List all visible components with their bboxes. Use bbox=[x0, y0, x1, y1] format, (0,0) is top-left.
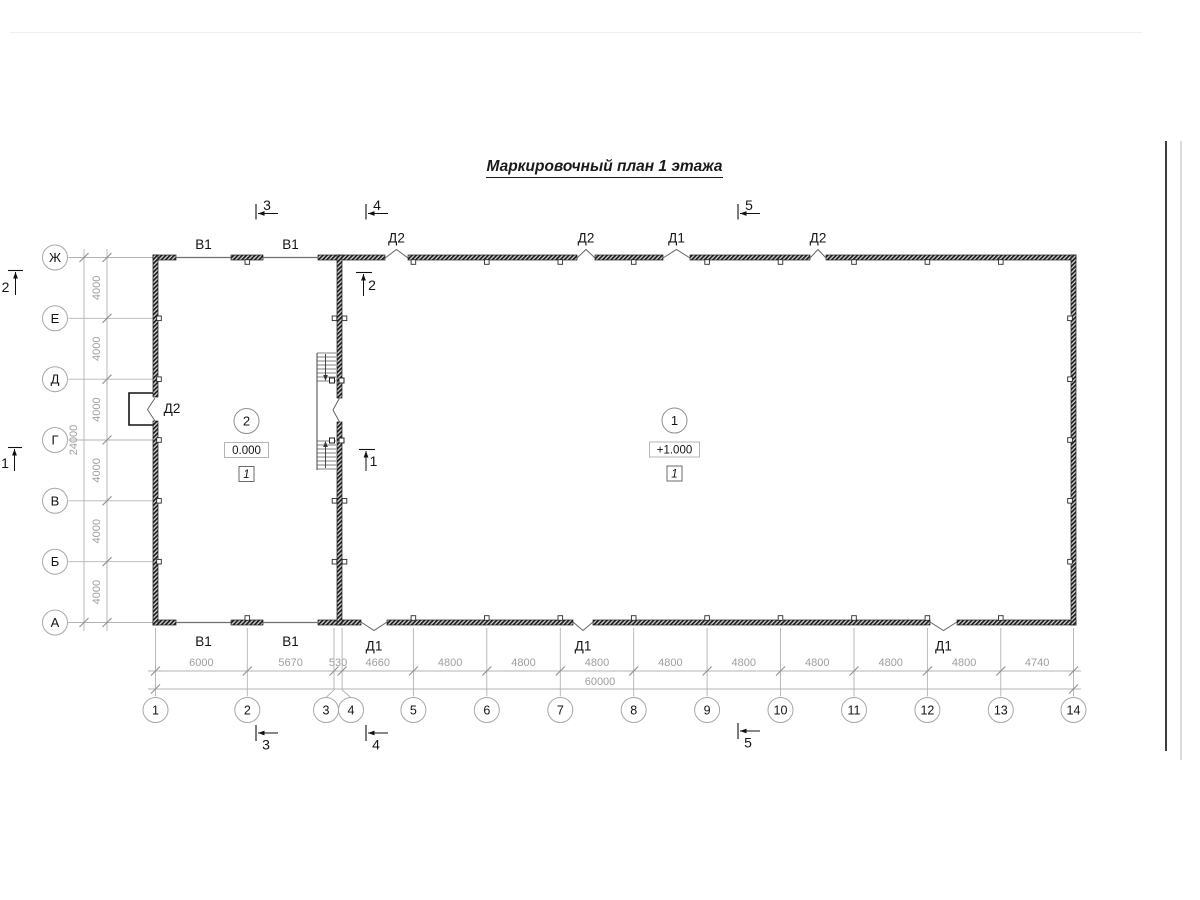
dim-label-bottom: 5670 bbox=[278, 657, 303, 669]
elevation-value: +1.000 bbox=[656, 444, 693, 457]
door-break bbox=[333, 398, 340, 422]
dim-label-bottom: 4800 bbox=[878, 657, 903, 669]
axis-bubble-number-label: 2 bbox=[243, 703, 251, 718]
section-mark-label: 3 bbox=[263, 197, 271, 213]
axis-bubble-number-label: 9 bbox=[703, 703, 711, 718]
column-tick bbox=[705, 260, 710, 265]
column-tick bbox=[999, 260, 1004, 265]
type-mark-value: 1 bbox=[671, 468, 678, 481]
opening-label-bottom: Д1 bbox=[574, 638, 592, 654]
stair-column-tick bbox=[339, 438, 344, 443]
door-break bbox=[361, 622, 387, 631]
dim-label-bottom: 6000 bbox=[189, 657, 214, 669]
section-mark-label: 1 bbox=[369, 453, 378, 469]
sheet-frame-line-outer bbox=[1180, 141, 1182, 760]
column-tick bbox=[778, 616, 783, 621]
dim-label-bottom: 530 bbox=[328, 657, 348, 669]
wall-segment bbox=[153, 421, 158, 625]
section-mark-label: 5 bbox=[744, 734, 752, 751]
opening-label-top: Д2 bbox=[577, 230, 595, 246]
dim-label-left: 4000 bbox=[91, 397, 103, 422]
column-tick bbox=[411, 616, 416, 621]
section-mark-label: 4 bbox=[372, 736, 380, 753]
dim-label-left: 4000 bbox=[91, 336, 103, 361]
column-tick bbox=[245, 260, 250, 265]
opening-label-bottom: В1 bbox=[195, 634, 212, 649]
axis-bubble-number-label: 5 bbox=[409, 703, 417, 718]
column-tick bbox=[332, 559, 337, 564]
opening-label-top: Д2 bbox=[809, 230, 827, 246]
column-tick bbox=[1068, 316, 1073, 321]
axis-bubble-number-label: 7 bbox=[556, 703, 564, 718]
wall-segment bbox=[408, 255, 577, 260]
column-tick bbox=[332, 316, 337, 321]
column-tick bbox=[1068, 438, 1073, 443]
axis-bubble-number-label: 11 bbox=[847, 703, 861, 718]
column-tick bbox=[157, 559, 162, 564]
column-tick bbox=[342, 559, 347, 564]
section-arrow bbox=[12, 449, 17, 456]
stair-column-tick bbox=[339, 378, 344, 383]
axis-bubble-number-label: 13 bbox=[993, 703, 1008, 718]
column-tick bbox=[1068, 559, 1073, 564]
wall-segment bbox=[337, 422, 342, 625]
opening-label-top: Д2 bbox=[388, 230, 405, 246]
dim-label-left: 4000 bbox=[91, 579, 103, 605]
door-break bbox=[663, 250, 690, 259]
column-tick bbox=[558, 260, 563, 265]
dim-label-bottom: 4800 bbox=[584, 657, 610, 669]
wall-segment bbox=[595, 255, 663, 260]
column-tick bbox=[558, 616, 563, 621]
dim-label-bottom: 4800 bbox=[511, 657, 536, 669]
column-tick bbox=[245, 616, 250, 621]
column-tick bbox=[631, 260, 636, 265]
section-arrow bbox=[13, 272, 18, 279]
column-tick bbox=[157, 499, 162, 504]
section-mark-label: 4 bbox=[373, 197, 381, 213]
column-tick bbox=[999, 616, 1004, 621]
section-mark-label: 3 bbox=[262, 736, 270, 753]
door-break bbox=[573, 622, 593, 631]
axis-bubble-number-label: 6 bbox=[483, 703, 491, 718]
column-tick bbox=[342, 316, 347, 321]
dim-label-bottom-total: 60000 bbox=[584, 676, 616, 688]
axis-bubble-letter-label: Г bbox=[51, 432, 59, 448]
opening-label-bottom: Д1 bbox=[365, 638, 383, 654]
column-tick bbox=[332, 499, 337, 504]
door-break bbox=[577, 250, 595, 259]
drawing-title: Маркировочный план 1 этажа bbox=[9, 158, 1200, 176]
wall-segment bbox=[318, 255, 385, 260]
column-tick bbox=[485, 260, 490, 265]
dim-label-bottom: 4800 bbox=[437, 657, 463, 669]
column-tick bbox=[157, 377, 162, 382]
ext-leader bbox=[326, 690, 334, 698]
room-number: 1 bbox=[670, 413, 679, 428]
wall-segment bbox=[826, 255, 1076, 260]
section-mark-label: 2 bbox=[1, 279, 10, 295]
axis-bubble-number-label: 10 bbox=[773, 703, 788, 718]
column-tick bbox=[778, 260, 783, 265]
section-mark-label: 1 bbox=[1, 455, 9, 471]
dim-label-bottom: 4800 bbox=[805, 657, 830, 669]
room-number: 2 bbox=[242, 413, 251, 429]
dim-label-bottom: 4800 bbox=[951, 657, 977, 669]
column-tick bbox=[157, 438, 162, 443]
wall-segment bbox=[593, 620, 930, 625]
column-tick bbox=[157, 316, 162, 321]
type-mark-value: 1 bbox=[243, 469, 250, 481]
axis-bubble-number-label: 12 bbox=[920, 703, 935, 718]
opening-label-bottom: Д1 bbox=[935, 638, 952, 654]
opening-label-top: В1 bbox=[195, 237, 212, 252]
dim-label-bottom: 4800 bbox=[731, 657, 757, 669]
axis-bubble-letter-label: Б bbox=[50, 554, 60, 570]
axis-bubble-number-label: 4 bbox=[347, 703, 355, 718]
dim-label-left: 4000 bbox=[91, 458, 103, 483]
column-tick bbox=[342, 499, 347, 504]
stair-arrow-down bbox=[323, 375, 328, 381]
door-break bbox=[385, 250, 408, 259]
ext-leader bbox=[342, 690, 351, 698]
stair-arrow-up bbox=[323, 441, 328, 447]
opening-label-top: Д1 bbox=[668, 230, 685, 246]
column-tick bbox=[1068, 377, 1073, 382]
axis-bubble-number-label: 1 bbox=[152, 703, 159, 718]
dim-label-left-total: 24000 bbox=[68, 424, 80, 456]
column-tick bbox=[705, 616, 710, 621]
opening-label-top: В1 bbox=[282, 237, 299, 252]
axis-bubble-number-label: 3 bbox=[322, 703, 330, 718]
porch-outline bbox=[129, 393, 153, 425]
elevation-value: 0.000 bbox=[232, 445, 261, 457]
door-break bbox=[148, 398, 156, 421]
section-mark-label: 2 bbox=[368, 277, 376, 293]
dim-label-bottom: 4800 bbox=[658, 657, 683, 669]
column-tick bbox=[852, 616, 857, 621]
dim-label-bottom: 4660 bbox=[365, 657, 390, 669]
section-arrow bbox=[364, 451, 369, 458]
column-tick bbox=[925, 260, 930, 265]
section-arrow bbox=[368, 731, 375, 736]
dim-label-left: 4000 bbox=[91, 519, 103, 544]
axis-bubble-number-label: 8 bbox=[630, 703, 638, 718]
section-mark-label: 5 bbox=[745, 197, 753, 213]
column-tick bbox=[485, 616, 490, 621]
section-arrow bbox=[258, 731, 265, 736]
axis-bubble-letter-label: А bbox=[50, 615, 60, 630]
axis-bubble-letter-label: Ж bbox=[48, 250, 62, 265]
column-tick bbox=[925, 616, 930, 621]
door-break bbox=[810, 250, 826, 259]
section-arrow bbox=[740, 729, 747, 734]
stair-column-tick bbox=[330, 438, 335, 443]
door-break bbox=[930, 622, 957, 631]
section-arrow bbox=[361, 274, 366, 281]
stair-column-tick bbox=[330, 378, 335, 383]
dim-label-bottom: 4740 bbox=[1024, 657, 1050, 669]
column-tick bbox=[631, 616, 636, 621]
dim-label-left: 4000 bbox=[91, 275, 103, 301]
column-tick bbox=[411, 260, 416, 265]
axis-bubble-letter-label: Д bbox=[50, 371, 60, 387]
opening-label-bottom: В1 bbox=[282, 634, 299, 649]
column-tick bbox=[852, 260, 857, 265]
wall-segment bbox=[153, 255, 158, 397]
wall-segment bbox=[957, 620, 1076, 625]
column-tick bbox=[1068, 499, 1073, 504]
axis-bubble-letter-label: В bbox=[50, 493, 60, 509]
wall-segment bbox=[337, 255, 342, 398]
axis-bubble-letter-label: Е bbox=[50, 310, 60, 326]
sheet-frame-line bbox=[1165, 141, 1167, 751]
opening-label-left: Д2 bbox=[163, 401, 181, 416]
axis-bubble-number-label: 14 bbox=[1066, 703, 1081, 718]
